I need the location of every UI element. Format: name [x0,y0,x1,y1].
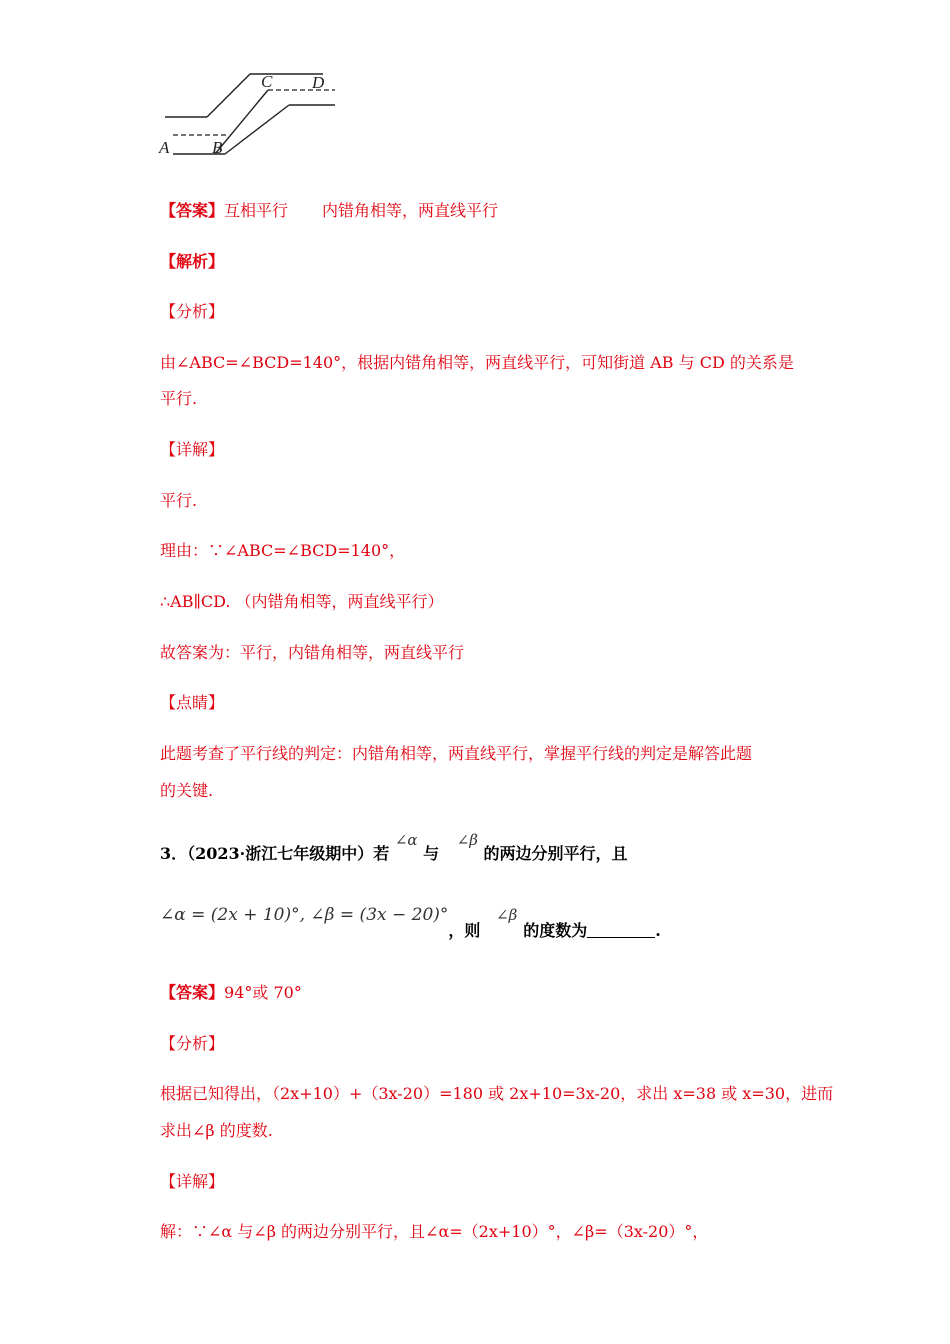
answer-tag: 【答案】 [160,201,225,220]
q3-fenxi-line-2: 求出∠β 的度数. [160,1121,273,1140]
q3-number: 3． [160,844,188,863]
q3-alpha: ∠α [394,831,418,849]
q2-xiangjie-line-2: 理由：∵∠ABC=∠BCD=140°， [160,541,406,560]
q2-fenxi-line-1: 由∠ABC=∠BCD=140°，根据内错角相等，两直线平行，可知街道 AB 与 CD 的关系是 [160,353,794,372]
q3-period: . [655,921,661,940]
q3-answer-blank [587,921,655,938]
q3-formula: ∠α = (2x + 10)°, ∠β = (3x − 20)° [160,905,449,925]
jiexi-tag: 【解析】 [160,252,225,271]
label-d: D [312,73,325,92]
q2-fenxi-line-2: 平行. [160,389,198,408]
street-upper-slant-edge [207,74,250,117]
label-c: C [261,72,273,91]
q3-degree-is: 的度数为 [523,921,588,940]
answer-part-2: 内错角相等，两直线平行 [322,201,499,220]
answer-part-1: 互相平行 [224,201,289,220]
line-bc [215,90,268,154]
q3-beta-2: ∠β [496,906,518,924]
q3-answer: 94°或 70° [224,983,302,1002]
q2-xiangjie-line-1: 平行. [160,491,198,510]
label-b: B [212,138,223,157]
q2-dianjing-line-1: 此题考查了平行线的判定：内错角相等，两直线平行，掌握平行线的判定是解答此题 [160,744,753,763]
q3-yu: 与 [423,844,440,863]
q3-stem-rest: 的两边分别平行，且 [483,844,628,863]
street-figure [155,66,355,166]
q3-stem-line-1 [160,831,628,865]
q3-fenxi-tag: 【分析】 [160,1034,225,1053]
q3-beta: ∠β [456,831,478,849]
q2-dianjing-tag: 【点睛】 [160,693,225,712]
q2-fenxi-tag: 【分析】 [160,302,225,321]
q2-xiangjie-tag: 【详解】 [160,440,225,459]
q2-answer-line [160,200,498,222]
q3-xiangjie-tag: 【详解】 [160,1172,225,1191]
q3-stem-line-2 [160,904,661,940]
q2-xiangjie-line-4: 故答案为：平行，内错角相等，两直线平行 [160,643,465,662]
q3-xiangjie-line-1: 解：∵∠α 与∠β 的两边分别平行，且∠α=（2x+10）°，∠β=（3x-20）°， [160,1222,709,1241]
q2-xiangjie-line-3: ∴AB∥CD. （内错角相等，两直线平行） [160,592,444,611]
q3-source: （2023·浙江七年级期中） [187,844,374,863]
q3-answer-line [160,982,302,1004]
q3-answer-tag: 【答案】 [160,983,225,1002]
q2-dianjing-line-2: 的关键. [160,781,214,800]
q3-ruo: 若 [373,844,390,863]
q3-ze: ，则 [448,921,481,940]
label-a: A [159,138,170,157]
q3-fenxi-line-1: 根据已知得出，（2x+10）+（3x-20）=180 或 2x+10=3x-20，求出 x=38 或 x=30，进而 [160,1084,834,1103]
